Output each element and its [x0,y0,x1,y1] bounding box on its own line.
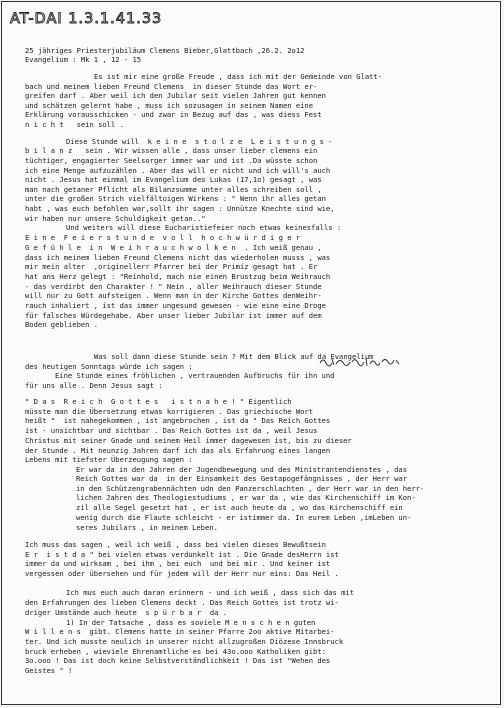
letter-page [1,1,501,705]
text-line: mir mein alter ,originellerr Pfarrer bei der Primiz gesagt hat . Er [25,262,318,271]
text-line: nicht . Jesus hat einmal im Evangelium des Lukas (17,1o) gesagt , was [25,175,322,184]
text-line: hat ans Herz gelegt : "Reinhold, mach nie einen Brustzug beim Weihrauch [25,272,331,281]
text-line: greifen darf . Aber weil ich den Jubilar seit vielen Jahren gut kennen [25,91,326,100]
text-line: der Stunde . Mit neunzig Jahren darf ich das als Erfahrung eines langen [25,446,331,455]
text-line: E i n e F e i e r s t u n d e v o l l h o c h w ü r d i g e r [25,233,301,242]
text-line: b i l a n z sein . Wir wissen alle , dass unser lieber clemens ein [25,146,318,155]
letter-body [2,2,500,704]
text-line: ich eine Menge aufzuzählen . Aber das will er nicht und ich will's auch [25,166,331,175]
text-line: Reich Gottes war da in der Einsamkeit des Gestapogefängnisses , der Herr war [76,474,408,483]
text-line: wenig durch die Flaute schleicht - er istimmer da. In eurem Leben ,imLeben un- [76,513,412,522]
text-line: Er war da in den Jahren der Jugendbewegung und des Ministrantendienstes , das [76,465,408,474]
text-line: Evangelium : Mk 1 , 12 - 15 [25,55,142,64]
text-line: müsste man die Übersetzung etwas korrigieren . Das griechische Wort [25,407,314,416]
text-line: man nach getaner Pflicht als Bilanzsumme unter alles schreiben soll , [25,185,322,194]
text-line: bach und meinem lieben Freund Clemens in dieser Stunde das Wort er- [25,82,318,91]
text-line: rauch inhaliert , ist das immer ungesund gewesen - wie eine eine Droge [25,301,326,310]
text-line: Ich mus euch auch daran erinnern - und ich weiß , dass sich das mit [66,588,355,597]
text-line: Eine Stunde eines fröhlichen , vertrauenden Aufbruchs für ihn und [55,371,335,380]
text-line: immer da und wirksam , bei ihm , bei euch und bei mir . Und keiner ist [25,559,331,568]
text-line: Boden geblieben . [25,320,99,329]
text-line: des heutigen Sonntags würde ich sagen : [25,362,193,371]
text-line: ter. Und ich musste neulich in unserer nicht allzugroßen Diözese Innsbruck [25,637,344,646]
text-line: 25 jähriges Priesterjubiläum Clemens Bieber,Glattbach ,26.2. 2o12 [25,46,305,55]
text-line: Geistes " ! [25,666,73,675]
text-line: n i c h t sein soll . [25,120,124,129]
handwritten-insertion [318,354,402,368]
text-line: in den Schützengrabennächten udn den Panzerschlachten , der Herr war in den herr- [76,484,425,493]
text-line: 3o.ooo ! Das ist doch keine Selbstverständlichkeit ! Das ist "Wehen des [25,656,331,665]
text-line: Diese Stunde will k e i n e s t o l z e L e i s t u n g s - [66,137,333,146]
text-line: Es ist mir eine große Freude , dass ich mit der Gemeinde von Glatt- [94,72,383,81]
text-line: für falsches Würdegehabe. Aber unser lieber Jubilar ist immer auf dem [25,311,322,320]
text-line: lichen Jahren des Theologiestudiums , er war da , wie das Kirchenschiff im Kon- [76,493,416,502]
text-line: ist - unsichtbar und sichtbar . Das Reich Gottes ist da , weil Jesus [25,426,318,435]
text-line: tüchtiger, engagierter Seelsorger immer war und ist .Da wüsste schon [25,156,318,165]
text-line: - das verdirbt den Charakter ! " Nein , aller Weihrauch dieser Stunde [25,282,322,291]
text-line: seres Jubilars , in meinem Leben. [76,523,218,532]
text-line: Ich muss das sagen , weil ich weiß , dass bei vielen dieses Bewußtsein [25,540,326,549]
text-line: driger Umstände auch heute s p ü r b a r da . [25,608,228,617]
text-line: wir haben nur unsere Schuldigkeit getan.." [25,214,206,223]
text-line: für uns alle . Denn Jesus sagt : [25,381,163,390]
archive-id-stamp: AT-DAI 1.3.1.41.33 [10,11,163,27]
text-line: unter die großen Strich vielfältoigen Wirkens : " Wenn ihr alles getan [25,194,326,203]
text-line: " D a s R e i c h G o t t e s i s t n a h e ! " Eigentlich [25,397,292,406]
text-line: bruck erheben , wieviele Ehrenamtliche es bei 43o.ooo Katholiken gibt: [25,647,326,656]
text-line: Und weiters will diese Eucharistiefeier noch etwas keinesfalls : [66,223,342,232]
text-line: E r i s t d a " bei vielen etwas verdunkelt ist . Die Gnade desHerrn ist [25,550,339,559]
text-line: den Erfahrungen des lieben Clemens deckt . Das Reich Gottes ist trotz wi- [25,598,339,607]
text-line: vergessen oder übersehen und für jedem will der Herr nur eins: Das Heil . [25,569,339,578]
text-line: zil alle Segel gesetzt hat , er ist auch heute da , wo das Kirchenschiff ein [76,503,403,512]
text-line: habt , was euch befohlen war,sollt ihr sagen : Unnütze Knechte sind wie, [25,204,335,213]
text-line: Was soll dann diese Stunde sein ? Mit dem Blick auf da Evangelium [94,352,374,361]
text-line: will nur zu Gott aufsteigen . Wenn man in der Kirche Gottes denWeihr- [25,291,322,300]
text-line: Christus mit seiner Gnade und seinem Heil immer dagewesen ist, bis zu dieser [25,436,352,445]
text-line: und schätzen gelernt habe , muss ich sozusagen in seinem Namen eine [25,101,314,110]
text-line: W i l l e n s gibt. Clemens hatte in seiner Pfarre 2oo aktive Mitarbei- [25,627,335,636]
text-line: dass ich meinem lieben Freund Clemens nicht das wiederholen musss , was [25,253,331,262]
text-line: G e f ü h l e i n W e i h r a u c h w o l k e n . Ich weiß genau , [25,243,322,252]
text-line: Lebens mit tiefster Überzeugung sagen : [25,455,193,464]
text-line: heißt " ist nahegekommen , ist angebrochen , ist da " Das Reich Gottes [25,416,331,425]
text-line: 1) In der Tatsache , dass es soviele M e n s c h e n guten [66,618,316,627]
text-line: Erklärung vorausschicken - und zwar in Bezug auf das , was diess Fest [25,110,322,119]
